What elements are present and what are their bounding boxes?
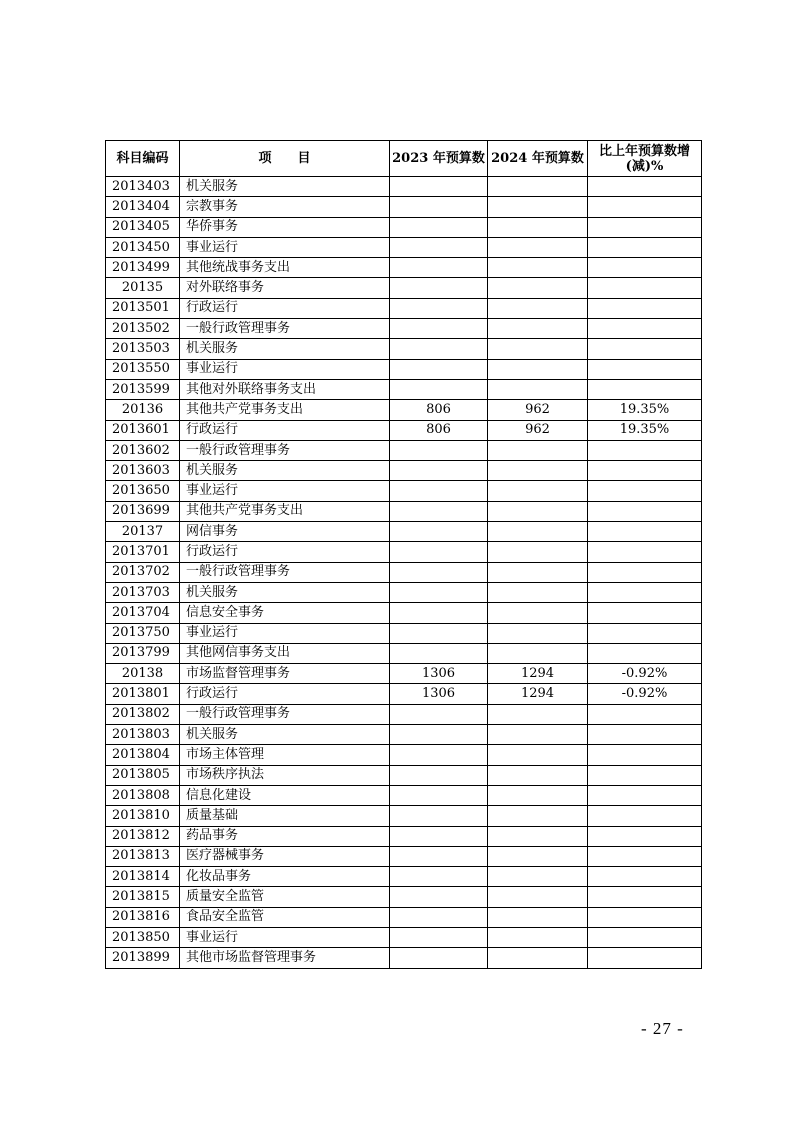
cell-change-percent (588, 501, 702, 521)
cell-item-name: 行政运行 (180, 420, 390, 440)
header-name (180, 141, 390, 177)
cell-code: 2013805 (106, 765, 180, 785)
cell-change-percent (588, 948, 702, 968)
cell-code: 2013802 (106, 704, 180, 724)
cell-change-percent (588, 379, 702, 399)
cell-item-name: 宗教事务 (180, 197, 390, 217)
cell-change-percent (588, 806, 702, 826)
cell-item-name: 一般行政管理事务 (180, 440, 390, 460)
table-row (106, 826, 702, 846)
cell-2024-budget (488, 846, 588, 866)
cell-2023-budget (390, 704, 488, 724)
cell-change-percent (588, 278, 702, 298)
table-row (106, 258, 702, 278)
cell-2023-budget (390, 522, 488, 542)
cell-2023-budget (390, 217, 488, 237)
table-row (106, 948, 702, 968)
cell-code: 2013750 (106, 623, 180, 643)
cell-change-percent (588, 846, 702, 866)
cell-code: 2013850 (106, 927, 180, 947)
table-row (106, 623, 702, 643)
cell-2023-budget (390, 826, 488, 846)
cell-item-name: 机关服务 (180, 582, 390, 602)
cell-item-name: 信息安全事务 (180, 603, 390, 623)
cell-change-percent: 19.35% (588, 400, 702, 420)
cell-2024-budget (488, 623, 588, 643)
cell-change-percent (588, 562, 702, 582)
cell-item-name: 行政运行 (180, 684, 390, 704)
table-row (106, 643, 702, 663)
cell-2024-budget (488, 785, 588, 805)
cell-2023-budget (390, 379, 488, 399)
cell-2024-budget (488, 603, 588, 623)
table-row (106, 725, 702, 745)
cell-2024-budget (488, 582, 588, 602)
cell-2024-budget (488, 359, 588, 379)
cell-2024-budget (488, 481, 588, 501)
cell-2023-budget: 1306 (390, 684, 488, 704)
cell-item-name: 医疗器械事务 (180, 846, 390, 866)
table-row (106, 237, 702, 257)
table-row (106, 420, 702, 440)
cell-2023-budget (390, 298, 488, 318)
cell-code: 2013810 (106, 806, 180, 826)
table-row (106, 927, 702, 947)
cell-item-name: 事业运行 (180, 481, 390, 501)
cell-2023-budget (390, 846, 488, 866)
cell-item-name: 其他统战事务支出 (180, 258, 390, 278)
table-row (106, 582, 702, 602)
table-header-row (106, 141, 702, 177)
header-name-right: 目 (297, 151, 311, 166)
cell-code: 2013803 (106, 725, 180, 745)
cell-item-name: 事业运行 (180, 359, 390, 379)
cell-2024-budget (488, 948, 588, 968)
cell-2024-budget: 1294 (488, 664, 588, 684)
budget-table (105, 140, 702, 969)
cell-2024-budget (488, 562, 588, 582)
table-row (106, 806, 702, 826)
table-row (106, 298, 702, 318)
cell-2024-budget (488, 826, 588, 846)
cell-item-name: 药品事务 (180, 826, 390, 846)
cell-2024-budget (488, 725, 588, 745)
cell-2024-budget (488, 298, 588, 318)
cell-2023-budget (390, 501, 488, 521)
cell-2024-budget (488, 643, 588, 663)
cell-code: 2013814 (106, 867, 180, 887)
cell-2024-budget: 962 (488, 420, 588, 440)
cell-code: 2013808 (106, 785, 180, 805)
cell-change-percent (588, 542, 702, 562)
cell-change-percent (588, 582, 702, 602)
cell-2024-budget (488, 522, 588, 542)
cell-2024-budget (488, 319, 588, 339)
cell-2024-budget (488, 217, 588, 237)
cell-code: 2013502 (106, 319, 180, 339)
cell-code: 2013702 (106, 562, 180, 582)
table-row (106, 359, 702, 379)
cell-2023-budget: 806 (390, 400, 488, 420)
table-row (106, 603, 702, 623)
cell-item-name: 事业运行 (180, 927, 390, 947)
cell-change-percent (588, 258, 702, 278)
table-row (106, 278, 702, 298)
cell-change-percent (588, 603, 702, 623)
cell-code: 20138 (106, 664, 180, 684)
cell-2024-budget (488, 237, 588, 257)
table-row (106, 522, 702, 542)
cell-2023-budget (390, 562, 488, 582)
cell-code: 20137 (106, 522, 180, 542)
cell-2023-budget (390, 765, 488, 785)
cell-code: 2013450 (106, 237, 180, 257)
table-row (106, 704, 702, 724)
cell-code: 2013599 (106, 379, 180, 399)
cell-code: 2013601 (106, 420, 180, 440)
cell-code: 2013813 (106, 846, 180, 866)
cell-2023-budget: 806 (390, 420, 488, 440)
cell-code: 2013816 (106, 907, 180, 927)
table-row (106, 461, 702, 481)
cell-2023-budget (390, 461, 488, 481)
cell-change-percent (588, 826, 702, 846)
cell-change-percent (588, 725, 702, 745)
cell-item-name: 对外联络事务 (180, 278, 390, 298)
cell-code: 2013501 (106, 298, 180, 318)
cell-item-name: 机关服务 (180, 339, 390, 359)
table-row (106, 846, 702, 866)
cell-2023-budget (390, 887, 488, 907)
cell-change-percent (588, 319, 702, 339)
cell-item-name: 一般行政管理事务 (180, 704, 390, 724)
cell-item-name: 机关服务 (180, 725, 390, 745)
cell-change-percent (588, 237, 702, 257)
cell-item-name: 华侨事务 (180, 217, 390, 237)
table-row (106, 339, 702, 359)
cell-item-name: 事业运行 (180, 623, 390, 643)
cell-2024-budget (488, 197, 588, 217)
cell-2024-budget: 1294 (488, 684, 588, 704)
cell-item-name: 市场监督管理事务 (180, 664, 390, 684)
cell-change-percent (588, 298, 702, 318)
cell-change-percent (588, 785, 702, 805)
cell-2023-budget (390, 948, 488, 968)
table-row (106, 765, 702, 785)
cell-change-percent (588, 623, 702, 643)
cell-2023-budget (390, 319, 488, 339)
cell-change-percent: -0.92% (588, 664, 702, 684)
cell-code: 2013815 (106, 887, 180, 907)
table-row (106, 197, 702, 217)
cell-2023-budget (390, 440, 488, 460)
table-row (106, 562, 702, 582)
cell-item-name: 一般行政管理事务 (180, 562, 390, 582)
cell-item-name: 网信事务 (180, 522, 390, 542)
cell-change-percent (588, 887, 702, 907)
cell-2024-budget (488, 278, 588, 298)
cell-item-name: 质量基础 (180, 806, 390, 826)
cell-2023-budget (390, 197, 488, 217)
table-row (106, 542, 702, 562)
cell-code: 2013550 (106, 359, 180, 379)
cell-item-name: 其他对外联络事务支出 (180, 379, 390, 399)
table-row (106, 440, 702, 460)
cell-2024-budget (488, 177, 588, 197)
cell-2024-budget (488, 339, 588, 359)
header-name-left: 项 (258, 151, 272, 166)
cell-2023-budget (390, 907, 488, 927)
cell-change-percent (588, 197, 702, 217)
table-row (106, 481, 702, 501)
cell-item-name: 其他共产党事务支出 (180, 400, 390, 420)
table-row (106, 867, 702, 887)
cell-change-percent: 19.35% (588, 420, 702, 440)
cell-code: 2013404 (106, 197, 180, 217)
cell-change-percent (588, 927, 702, 947)
cell-code: 2013405 (106, 217, 180, 237)
cell-2023-budget (390, 867, 488, 887)
header-2023-budget: 2023 年预算数 (390, 141, 488, 177)
cell-code: 2013804 (106, 745, 180, 765)
header-code: 科目编码 (106, 141, 180, 177)
cell-2023-budget (390, 481, 488, 501)
table-row (106, 785, 702, 805)
table-row (106, 887, 702, 907)
table-row (106, 684, 702, 704)
cell-item-name: 信息化建设 (180, 785, 390, 805)
cell-item-name: 事业运行 (180, 237, 390, 257)
cell-change-percent (588, 481, 702, 501)
cell-2024-budget (488, 765, 588, 785)
cell-2024-budget (488, 440, 588, 460)
cell-code: 2013899 (106, 948, 180, 968)
table-row (106, 501, 702, 521)
cell-change-percent (588, 339, 702, 359)
table-row (106, 745, 702, 765)
cell-item-name: 质量安全监管 (180, 887, 390, 907)
cell-item-name: 化妆品事务 (180, 867, 390, 887)
cell-2023-budget: 1306 (390, 664, 488, 684)
cell-2024-budget (488, 542, 588, 562)
cell-item-name: 其他共产党事务支出 (180, 501, 390, 521)
table-row (106, 177, 702, 197)
table-body (106, 177, 702, 969)
cell-code: 2013799 (106, 643, 180, 663)
cell-2023-budget (390, 177, 488, 197)
table-row (106, 400, 702, 420)
cell-2024-budget (488, 927, 588, 947)
cell-change-percent (588, 461, 702, 481)
cell-2023-budget (390, 278, 488, 298)
cell-code: 2013603 (106, 461, 180, 481)
cell-item-name: 行政运行 (180, 542, 390, 562)
cell-code: 2013650 (106, 481, 180, 501)
cell-change-percent: -0.92% (588, 684, 702, 704)
cell-change-percent (588, 359, 702, 379)
cell-2024-budget (488, 501, 588, 521)
cell-2024-budget (488, 806, 588, 826)
cell-2023-budget (390, 237, 488, 257)
cell-code: 2013699 (106, 501, 180, 521)
cell-item-name: 一般行政管理事务 (180, 319, 390, 339)
cell-item-name: 行政运行 (180, 298, 390, 318)
table-row (106, 319, 702, 339)
header-2024-budget: 2024 年预算数 (488, 141, 588, 177)
cell-code: 2013602 (106, 440, 180, 460)
table-row (106, 907, 702, 927)
cell-change-percent (588, 745, 702, 765)
cell-code: 2013403 (106, 177, 180, 197)
cell-2023-budget (390, 582, 488, 602)
cell-change-percent (588, 907, 702, 927)
cell-2023-budget (390, 643, 488, 663)
cell-2024-budget (488, 379, 588, 399)
cell-code: 2013704 (106, 603, 180, 623)
cell-2023-budget (390, 725, 488, 745)
cell-2023-budget (390, 359, 488, 379)
cell-change-percent (588, 217, 702, 237)
cell-2024-budget (488, 887, 588, 907)
cell-2023-budget (390, 542, 488, 562)
cell-item-name: 机关服务 (180, 177, 390, 197)
cell-item-name: 其他网信事务支出 (180, 643, 390, 663)
cell-2024-budget (488, 461, 588, 481)
cell-change-percent (588, 177, 702, 197)
cell-code: 20136 (106, 400, 180, 420)
cell-change-percent (588, 522, 702, 542)
cell-2023-budget (390, 927, 488, 947)
cell-2023-budget (390, 745, 488, 765)
cell-change-percent (588, 867, 702, 887)
cell-2023-budget (390, 806, 488, 826)
cell-change-percent (588, 643, 702, 663)
cell-code: 2013499 (106, 258, 180, 278)
cell-code: 2013503 (106, 339, 180, 359)
cell-item-name: 市场秩序执法 (180, 765, 390, 785)
cell-code: 2013812 (106, 826, 180, 846)
cell-change-percent (588, 440, 702, 460)
cell-2023-budget (390, 785, 488, 805)
cell-change-percent (588, 704, 702, 724)
cell-2024-budget (488, 867, 588, 887)
cell-2024-budget (488, 907, 588, 927)
cell-change-percent (588, 765, 702, 785)
table-row (106, 217, 702, 237)
cell-code: 2013701 (106, 542, 180, 562)
table-row (106, 664, 702, 684)
cell-2023-budget (390, 339, 488, 359)
cell-2024-budget (488, 704, 588, 724)
cell-2023-budget (390, 603, 488, 623)
table-row (106, 379, 702, 399)
cell-2023-budget (390, 258, 488, 278)
cell-2024-budget: 962 (488, 400, 588, 420)
cell-code: 2013801 (106, 684, 180, 704)
cell-2023-budget (390, 623, 488, 643)
cell-2024-budget (488, 258, 588, 278)
cell-code: 20135 (106, 278, 180, 298)
page-number: - 27 - (641, 1019, 684, 1038)
cell-item-name: 市场主体管理 (180, 745, 390, 765)
cell-2024-budget (488, 745, 588, 765)
cell-item-name: 机关服务 (180, 461, 390, 481)
header-change-percent: 比上年预算数增(减)% (588, 141, 702, 177)
cell-code: 2013703 (106, 582, 180, 602)
cell-item-name: 食品安全监管 (180, 907, 390, 927)
cell-item-name: 其他市场监督管理事务 (180, 948, 390, 968)
